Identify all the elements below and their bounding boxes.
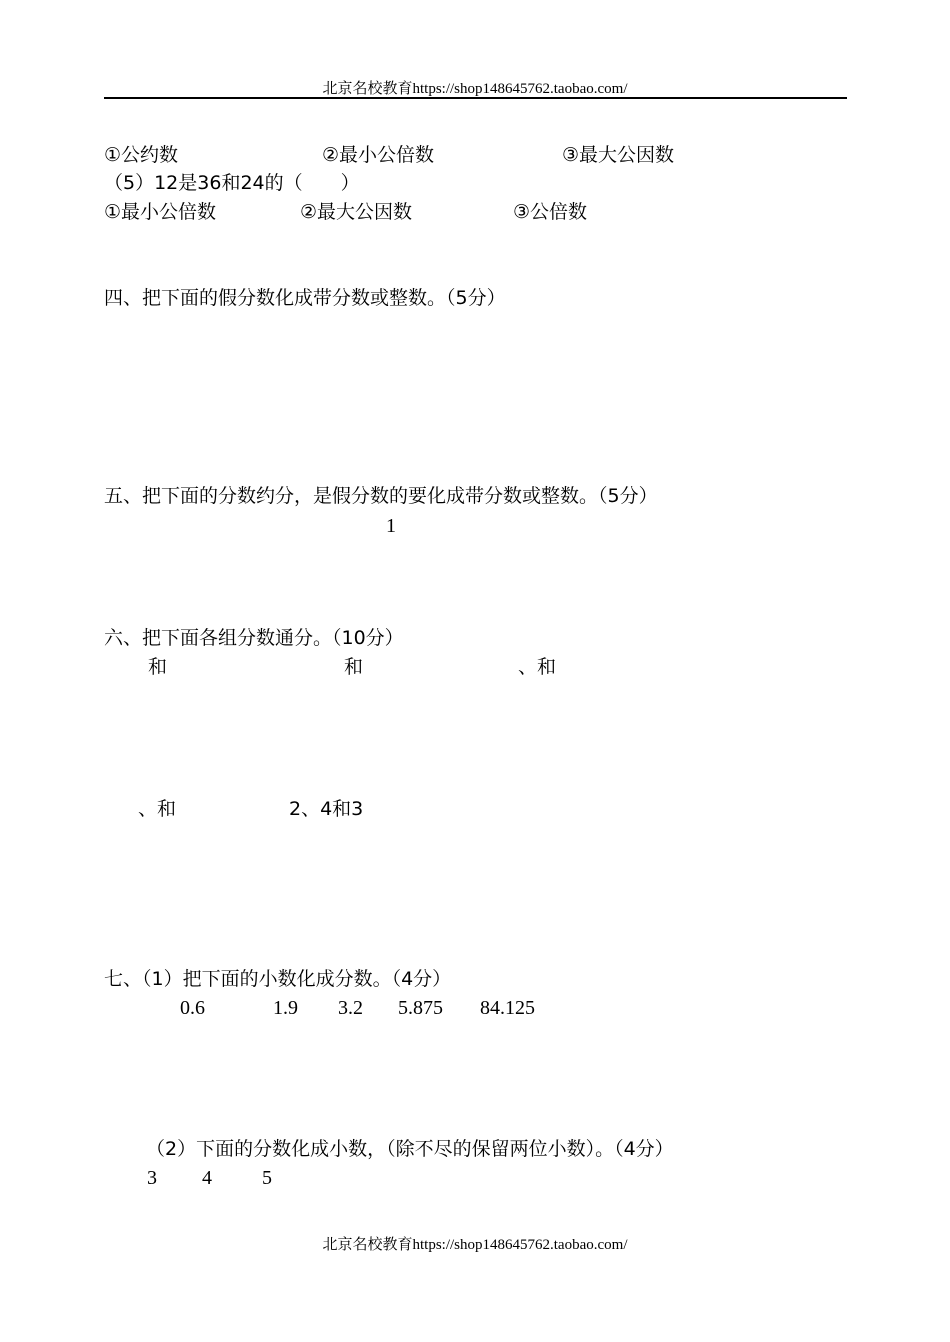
q5-stem: （5）12是36和24的（ ） [104, 172, 360, 194]
section6-title: 六、把下面各组分数通分。（10分） [104, 627, 404, 649]
section4-title: 四、把下面的假分数化成带分数或整数。（5分） [104, 287, 506, 309]
decimal-5: 84.125 [480, 997, 535, 1019]
fraction-denominator-1: 3 [147, 1167, 157, 1189]
section6-pair-2: 和 [344, 656, 364, 678]
fraction-denominator-3: 5 [262, 1167, 272, 1189]
fraction-denominator-2: 4 [202, 1167, 212, 1189]
q5-option-3: ③公倍数 [513, 201, 588, 223]
header-divider [104, 97, 847, 99]
section7-part2-title: （2）下面的分数化成小数，（除不尽的保留两位小数）。（4分） [146, 1138, 674, 1160]
section7-part1-title: 七、（1）把下面的小数化成分数。（4分） [104, 968, 452, 990]
decimal-3: 3.2 [338, 997, 363, 1019]
decimal-4: 5.875 [398, 997, 443, 1019]
q5-option-2: ②最大公因数 [300, 201, 413, 223]
decimal-1: 0.6 [180, 997, 205, 1019]
q4-option-3: ③最大公因数 [562, 144, 675, 166]
page-footer: 北京名校教育https://shop148645762.taobao.com/ [322, 1237, 628, 1253]
decimal-2: 1.9 [273, 997, 298, 1019]
q4-option-1: ①公约数 [104, 144, 179, 166]
header-text: 北京名校教育https://shop148645762.taobao.com/ [322, 81, 628, 97]
section5-item: 1 [386, 515, 396, 537]
section6-pair-1: 和 [148, 656, 168, 678]
section6-pair-5: 2、4和3 [289, 798, 364, 820]
q5-option-1: ①最小公倍数 [104, 201, 217, 223]
section6-pair-4: 、和 [138, 798, 177, 820]
section5-title: 五、把下面的分数约分，是假分数的要化成带分数或整数。（5分） [104, 485, 658, 507]
q4-option-2: ②最小公倍数 [322, 144, 435, 166]
section6-pair-3: 、和 [518, 656, 557, 678]
